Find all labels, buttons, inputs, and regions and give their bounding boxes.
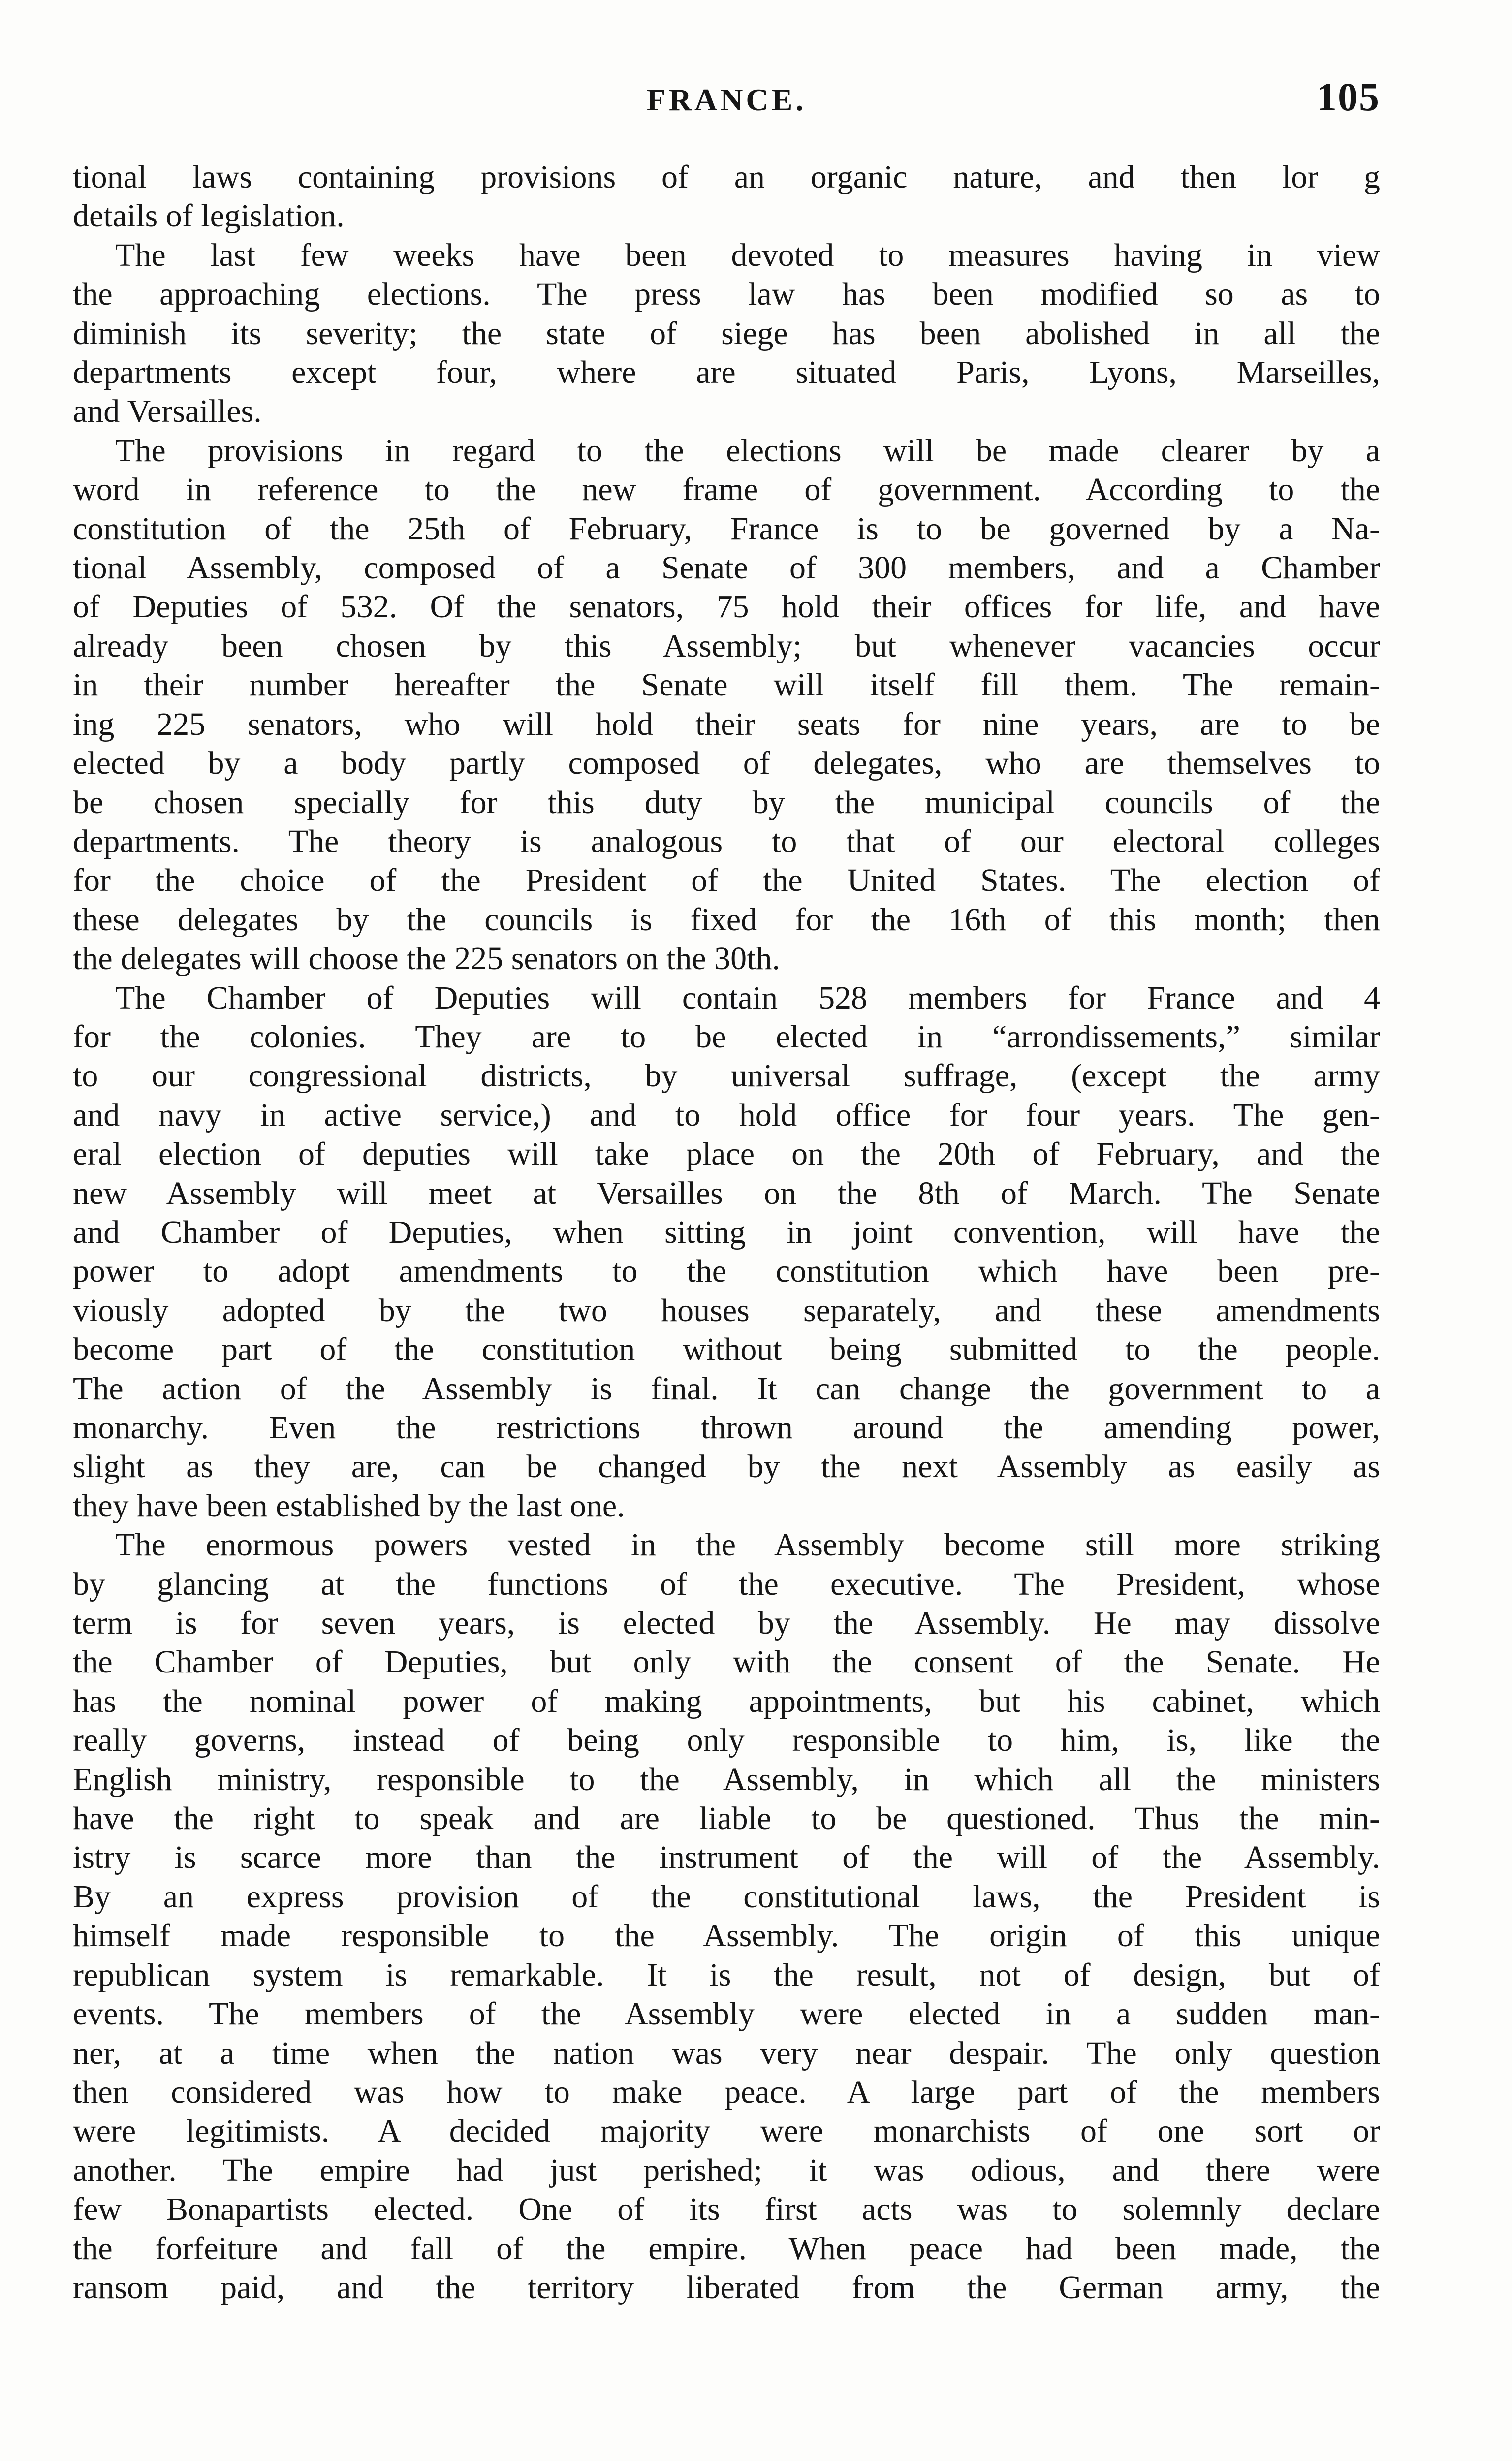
- text-line: The enormous powers vested in the Assembly become still more striking: [115, 1527, 1380, 1563]
- text-line: of Deputies of 532. Of the senators, 75 hold their offices for life, and have: [73, 589, 1380, 625]
- text-line: ransom paid, and the territory liberated from the German army, the: [73, 2269, 1380, 2305]
- text-line: diminish its severity; the state of siege has been abolished in all the: [73, 315, 1380, 351]
- text-line: and Chamber of Deputies, when sitting in joint convention, will have the: [73, 1214, 1380, 1250]
- text-line: the Chamber of Deputies, but only with the consent of the Senate. He: [73, 1644, 1380, 1680]
- text-line: The action of the Assembly is final. It can change the government to a: [73, 1370, 1380, 1407]
- text-line: were legitimists. A decided majority were monarchists of one sort or: [73, 2113, 1380, 2149]
- text-line: be chosen specially for this duty by the municipal councils of the: [73, 784, 1380, 820]
- text-line: to our congressional districts, by universal suffrage, (except the army: [73, 1058, 1380, 1094]
- text-line: really governs, instead of being only responsible to him, is, like the: [73, 1722, 1380, 1759]
- body-text: [73, 158, 1380, 2307]
- running-title: FRANCE.: [646, 82, 807, 117]
- text-line: power to adopt amendments to the constitution which have been pre-: [73, 1253, 1380, 1290]
- text-line: few Bonapartists elected. One of its first acts was to solemnly declare: [73, 2191, 1380, 2228]
- text-line: The provisions in regard to the elections will be made clearer by a: [115, 432, 1380, 469]
- text-line: become part of the constitution without being submitted to the people.: [73, 1331, 1380, 1368]
- text-line: for the colonies. They are to be elected in “arrondissements,” similar: [73, 1018, 1380, 1055]
- text-line: republican system is remarkable. It is the result, not of design, but of: [73, 1956, 1380, 1993]
- text-line: they have been established by the last one.: [73, 1487, 625, 1524]
- text-line: tional Assembly, composed of a Senate of 300 members, and a Chamber: [73, 550, 1380, 586]
- text-line: departments. The theory is analogous to that of our electoral colleges: [73, 823, 1380, 859]
- text-line: constitution of the 25th of February, France is to be governed by a Na-: [73, 510, 1380, 547]
- text-line: and Versailles.: [73, 393, 262, 430]
- text-line: the delegates will choose the 225 senators on the 30th.: [73, 941, 780, 977]
- paragraph: [73, 431, 1380, 978]
- text-line: word in reference to the new frame of government. According to the: [73, 472, 1380, 508]
- text-line: departments except four, where are situated Paris, Lyons, Marseilles,: [73, 354, 1380, 391]
- paragraph: [73, 158, 1380, 236]
- text-line: English ministry, responsible to the Assembly, in which all the ministers: [73, 1761, 1380, 1798]
- paragraph: [73, 1525, 1380, 2307]
- text-line: by glancing at the functions of the executive. The President, whose: [73, 1566, 1380, 1602]
- text-line: istry is scarce more than the instrument of the will of the Assembly.: [73, 1839, 1380, 1876]
- text-line: then considered was how to make peace. A large part of the members: [73, 2074, 1380, 2110]
- paragraph: [73, 978, 1380, 1526]
- text-line: monarchy. Even the restrictions thrown around the amending power,: [73, 1410, 1380, 1446]
- text-line: ing 225 senators, who will hold their seats for nine years, are to be: [73, 706, 1380, 742]
- text-line: details of legislation.: [73, 198, 345, 234]
- text-line: events. The members of the Assembly were elected in a sudden man-: [73, 1996, 1380, 2032]
- text-line: another. The empire had just perished; it was odious, and there were: [73, 2152, 1380, 2188]
- text-line: elected by a body partly composed of delegates, who are themselves to: [73, 745, 1380, 782]
- text-line: By an express provision of the constitutional laws, the President is: [73, 1878, 1380, 1915]
- text-line: viously adopted by the two houses separately, and these amendments: [73, 1292, 1380, 1328]
- text-line: ner, at a time when the nation was very near despair. The only question: [73, 2035, 1380, 2071]
- text-line: himself made responsible to the Assembly. The origin of this unique: [73, 1918, 1380, 1954]
- text-line: new Assembly will meet at Versailles on the 8th of March. The Senate: [73, 1175, 1380, 1211]
- page-number: 105: [1317, 74, 1380, 119]
- text-line: has the nominal power of making appointments, but his cabinet, which: [73, 1683, 1380, 1719]
- text-line: The last few weeks have been devoted to measures having in view: [115, 237, 1380, 273]
- text-line: already been chosen by this Assembly; but whenever vacancies occur: [73, 628, 1380, 664]
- running-head: [73, 74, 1380, 128]
- text-line: the approaching elections. The press law has been modified so as to: [73, 276, 1380, 313]
- text-line: eral election of deputies will take place on the 20th of February, and the: [73, 1136, 1380, 1172]
- text-line: in their number hereafter the Senate will itself fill them. The remain-: [73, 667, 1380, 703]
- text-line: tional laws containing provisions of an organic nature, and then lor g: [73, 159, 1380, 195]
- text-line: the forfeiture and fall of the empire. When peace had been made, the: [73, 2230, 1380, 2267]
- text-line: term is for seven years, is elected by the Assembly. He may dissolve: [73, 1605, 1380, 1641]
- text-line: have the right to speak and are liable to be questioned. Thus the min-: [73, 1800, 1380, 1837]
- text-line: and navy in active service,) and to hold office for four years. The gen-: [73, 1097, 1380, 1133]
- paragraph: [73, 236, 1380, 431]
- text-line: slight as they are, can be changed by the next Assembly as easily as: [73, 1449, 1380, 1485]
- text-line: these delegates by the councils is fixed for the 16th of this month; then: [73, 901, 1380, 938]
- text-line: for the choice of the President of the United States. The election of: [73, 862, 1380, 899]
- text-line: The Chamber of Deputies will contain 528 members for France and 4: [115, 979, 1380, 1016]
